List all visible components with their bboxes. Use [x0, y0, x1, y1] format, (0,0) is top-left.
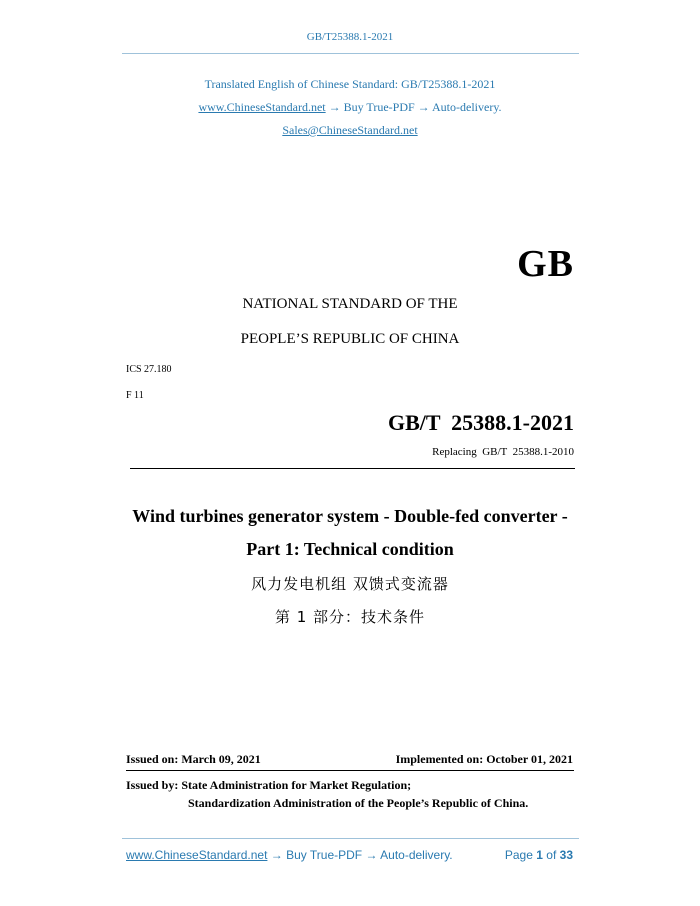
implemented-on-date: Implemented on: October 01, 2021	[395, 752, 573, 766]
footer-divider	[122, 838, 579, 839]
header-divider	[122, 53, 579, 54]
standard-number: GB/T 25388.1-2021	[387, 410, 574, 435]
email-link[interactable]: Sales@ChineseStandard.net	[282, 123, 418, 137]
buy-true-pdf-link[interactable]: Buy True-PDF	[343, 100, 415, 114]
page-indicator	[505, 848, 573, 862]
gb-logo: GB	[517, 243, 574, 285]
issued-by-line2: Standardization Administration of the People’s Republic of China.	[188, 796, 529, 810]
arrow-right-icon: →	[328, 100, 341, 114]
english-title-line1: Wind turbines generator system - Double-fed converter -	[132, 506, 568, 526]
translated-note: Translated English of Chinese Standard: GB/T25388.1-2021	[204, 77, 496, 91]
issue-divider	[126, 770, 574, 771]
footer-auto-delivery-text: Auto-delivery.	[380, 848, 453, 862]
chinese-title-line1: 风力发电机组 双馈式变流器	[251, 575, 449, 593]
page-current: 1	[536, 848, 543, 862]
website-link[interactable]: www.ChineseStandard.net	[198, 100, 326, 114]
national-standard-title-line2: PEOPLE’S REPUBLIC OF CHINA	[240, 331, 460, 347]
auto-delivery-text: Auto-delivery.	[432, 100, 502, 114]
footer-links	[126, 848, 453, 862]
page-label: Page	[504, 848, 533, 862]
arrow-right-icon: →	[270, 848, 283, 862]
ics-code: ICS 27.180	[126, 364, 172, 375]
footer-buy-true-pdf-link[interactable]: Buy True-PDF	[286, 848, 363, 862]
issued-by-line1: Issued by: State Administration for Market Regulation;	[126, 778, 412, 792]
footer-website-link[interactable]: www.ChineseStandard.net	[126, 848, 268, 862]
chinese-title-line2: 第 1 部分：技术条件	[274, 608, 426, 626]
replacing-note: Replacing GB/T 25388.1-2010	[432, 446, 574, 458]
page-total: 33	[559, 848, 573, 862]
header-links-line	[0, 100, 700, 115]
national-standard-title-line1: NATIONAL STANDARD OF THE	[242, 296, 458, 312]
issued-on-date: Issued on: March 09, 2021	[126, 752, 261, 766]
header-standard-code: GB/T25388.1-2021	[306, 31, 394, 43]
arrow-right-icon: →	[365, 848, 378, 862]
title-divider	[130, 468, 575, 469]
page-of-label: of	[546, 848, 557, 862]
english-title-line2: Part 1: Technical condition	[246, 539, 454, 559]
arrow-right-icon: →	[417, 100, 430, 114]
f-code: F 11	[126, 390, 144, 401]
